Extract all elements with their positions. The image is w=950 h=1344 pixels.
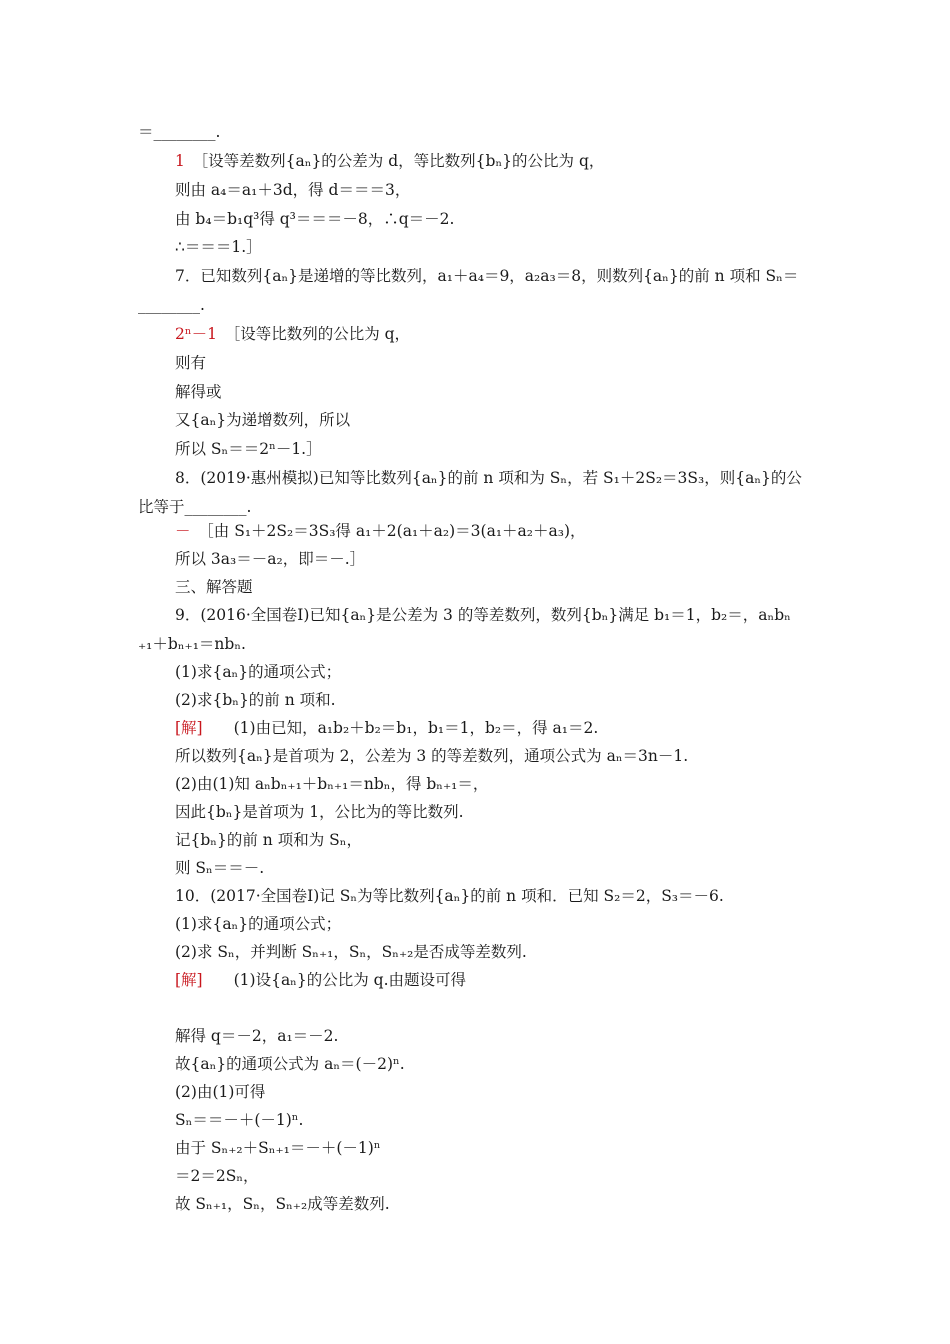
text-line <box>175 886 724 906</box>
line-text: 又{aₙ}为递增数列，所以 <box>175 411 351 429</box>
line-text: (2)由(1)知 aₙbₙ₊₁＋bₙ₊₁＝nbₙ，得 bₙ₊₁＝， <box>175 775 489 793</box>
line-text: 三、解答题 <box>175 578 253 596</box>
line-text: (1)求{aₙ}的通项公式； <box>175 663 342 681</box>
line-text: ［由 S₁＋2S₂＝3S₃得 a₁＋2(a₁＋a₂)＝3(a₁＋a₂＋a₃)， <box>206 522 586 540</box>
text-line <box>175 1054 405 1074</box>
line-text: ∴＝＝＝1.］ <box>175 238 262 256</box>
text-line <box>175 718 598 738</box>
text-line <box>175 605 791 625</box>
answer-mark: [解] <box>175 719 203 737</box>
text-line <box>175 970 466 990</box>
text-line <box>175 353 206 373</box>
line-text: 8．(2019·惠州模拟)已知等比数列{aₙ}的前 n 项和为 Sₙ，若 S₁＋2S₂＝3S₃，则{aₙ}的公 <box>175 469 802 487</box>
line-text: ［设等比数列的公比为 q， <box>232 325 411 343</box>
line-text: 因此{bₙ}是首项为 1，公比为的等比数列. <box>175 803 464 821</box>
line-text: (2)求 Sₙ，并判断 Sₙ₊₁，Sₙ，Sₙ₊₂是否成等差数列. <box>175 943 527 961</box>
line-text: (2)由(1)可得 <box>175 1083 266 1101</box>
text-line <box>175 382 222 402</box>
line-text: ＝________. <box>138 123 221 141</box>
line-text: 10．(2017·全国卷Ⅰ)记 Sₙ为等比数列{aₙ}的前 n 项和．已知 S₂＝2，S₃＝－6. <box>175 887 724 905</box>
answer-mark: [解] <box>175 971 203 989</box>
text-line <box>175 468 802 488</box>
text-line <box>175 439 322 459</box>
text-line <box>138 295 205 315</box>
text-line <box>175 1194 390 1214</box>
text-line <box>175 746 688 766</box>
line-text: 记{bₙ}的前 n 项和为 Sₙ， <box>175 831 362 849</box>
text-line <box>175 209 454 229</box>
text-line <box>175 521 586 541</box>
line-text: 解得或 <box>175 383 222 401</box>
line-text: 所以 Sₙ＝＝2ⁿ－1.］ <box>175 440 322 458</box>
line-text: 所以 3a₃＝－a₂，即＝－.］ <box>175 550 366 568</box>
text-line <box>175 324 410 344</box>
text-line <box>175 830 362 850</box>
text-line <box>175 180 410 200</box>
text-line <box>175 1082 265 1102</box>
line-text: 则有 <box>175 354 207 372</box>
text-line <box>175 690 336 710</box>
text-line <box>175 237 262 257</box>
line-text: ＝2＝2Sₙ， <box>175 1167 259 1185</box>
answer-mark: 2ⁿ－1 <box>175 325 217 343</box>
line-text: (1)由已知，a₁b₂＋b₂＝b₁，b₁＝1，b₂＝，得 a₁＝2. <box>218 719 599 737</box>
answer-mark: 1 <box>175 152 185 170</box>
line-text: 7．已知数列{aₙ}是递增的等比数列，a₁＋a₄＝9，a₂a₃＝8，则数列{aₙ}的前 n 项和 Sₙ＝ <box>175 267 799 285</box>
text-line <box>175 1166 259 1186</box>
text-line <box>175 266 798 286</box>
line-text: 解得 q＝－2，a₁＝－2. <box>175 1027 339 1045</box>
text-line <box>138 634 246 654</box>
text-line <box>175 151 604 171</box>
text-line <box>175 1026 338 1046</box>
text-line <box>175 549 365 569</box>
text-line <box>175 858 264 878</box>
line-text: 则 Sₙ＝＝－. <box>175 859 265 877</box>
line-text: ［设等差数列{aₙ}的公差为 d，等比数列{bₙ}的公比为 q， <box>200 152 605 170</box>
line-text: 9．(2016·全国卷Ⅰ)已知{aₙ}是公差为 3 的等差数列，数列{bₙ}满足 b₁＝1，b₂＝，aₙbₙ <box>175 606 791 624</box>
text-line <box>175 774 488 794</box>
text-line <box>175 1110 303 1130</box>
line-text: 所以数列{aₙ}是首项为 2，公差为 3 的等差数列，通项公式为 aₙ＝3n－1. <box>175 747 689 765</box>
text-line <box>138 122 220 142</box>
text-line <box>175 577 253 597</box>
text-line <box>175 914 341 934</box>
line-text: (2)求{bₙ}的前 n 项和. <box>175 691 336 709</box>
text-line <box>175 662 341 682</box>
answer-mark: － <box>175 522 191 540</box>
text-line <box>175 1138 381 1158</box>
text-line <box>175 942 527 962</box>
text-line <box>138 497 251 517</box>
line-text: ________. <box>138 296 205 314</box>
line-text: Sₙ＝＝－＋(－1)ⁿ. <box>175 1111 304 1129</box>
line-text: ₊₁＋bₙ₊₁＝nbₙ. <box>138 635 246 653</box>
line-text: 比等于________. <box>138 498 252 516</box>
line-text: (1)设{aₙ}的公比为 q.由题设可得 <box>218 971 467 989</box>
line-text: 由 b₄＝b₁q³得 q³＝＝＝－8，∴q＝－2. <box>175 210 455 228</box>
line-text: 故 Sₙ₊₁，Sₙ，Sₙ₊₂成等差数列. <box>175 1195 390 1213</box>
line-text: 由于 Sₙ₊₂＋Sₙ₊₁＝－＋(－1)ⁿ <box>175 1139 381 1157</box>
text-line <box>175 410 350 430</box>
line-text: 则由 a₄＝a₁＋3d，得 d＝＝＝3， <box>175 181 411 199</box>
line-text: 故{aₙ}的通项公式为 aₙ＝(－2)ⁿ. <box>175 1055 405 1073</box>
line-text: (1)求{aₙ}的通项公式； <box>175 915 342 933</box>
text-line <box>175 802 464 822</box>
